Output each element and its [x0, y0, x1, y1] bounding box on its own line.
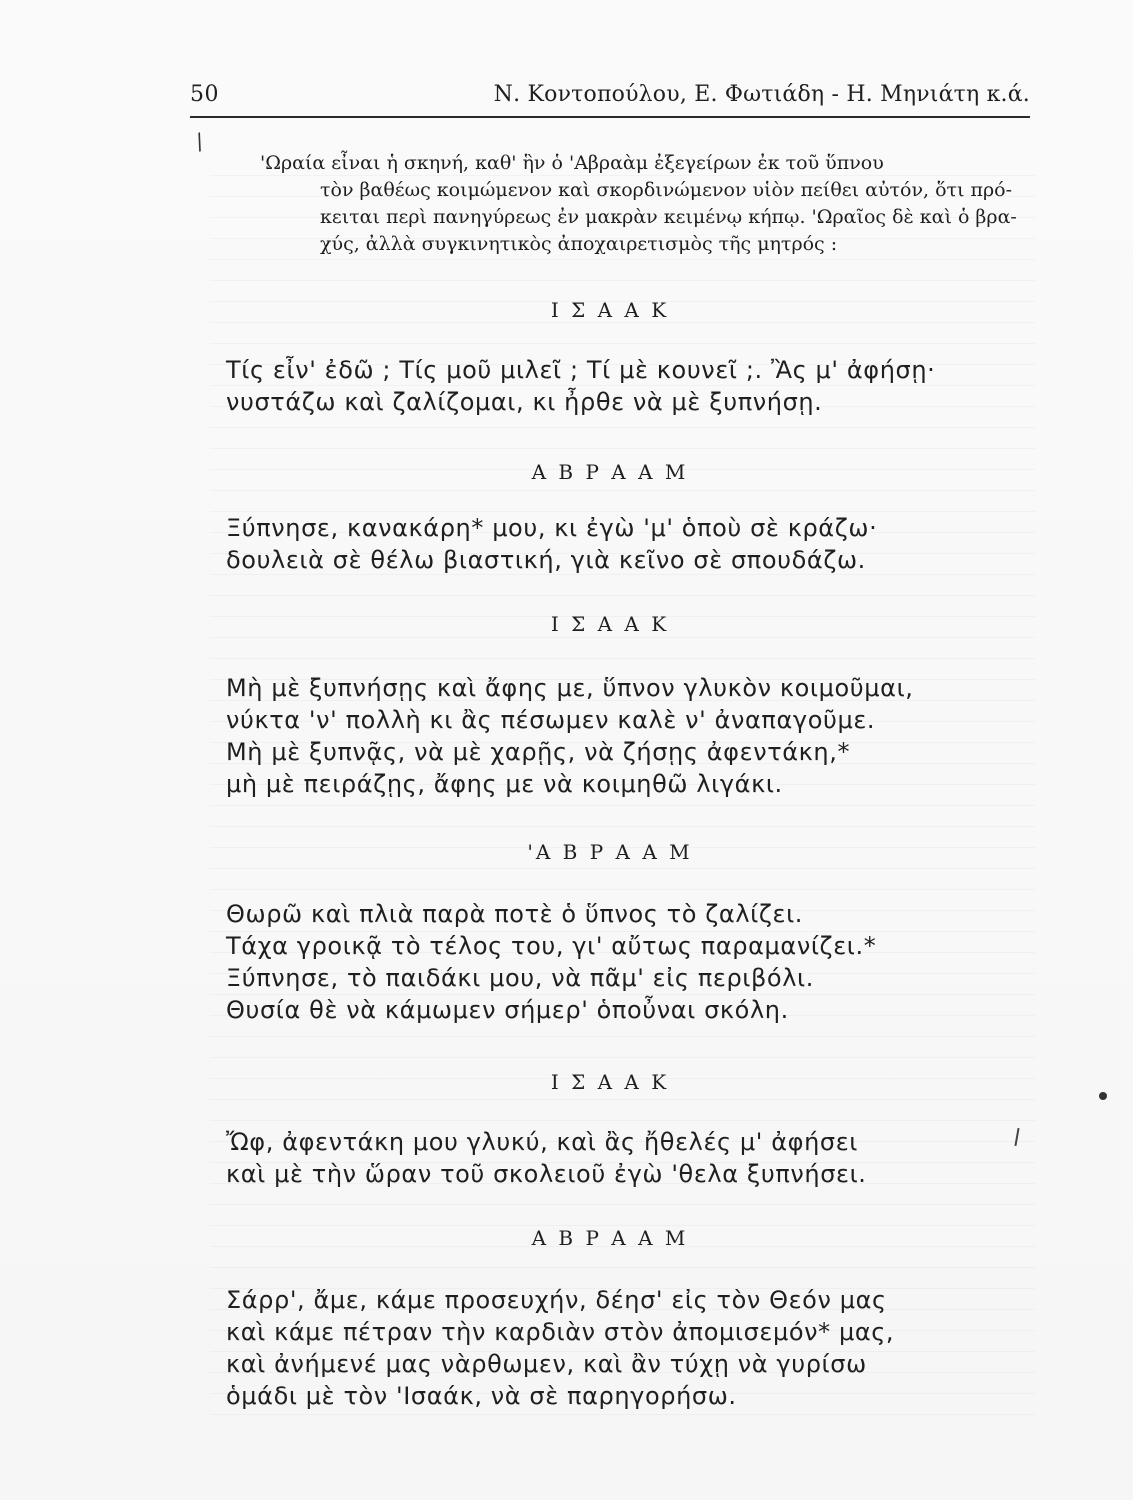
verse-line: Ὤφ, ἀφεντάκη μου γλυκύ, καὶ ἂς ἤθελές μ' ἀφήσει — [226, 1128, 858, 1156]
verse-line: Τάχα γροικᾷ τὸ τέλος του, γι' αὔτως παραμανίζει.* — [226, 932, 877, 960]
speaker-heading: Α Β Ρ Α Α Μ — [531, 1226, 689, 1250]
verse-line: ὁμάδι μὲ τὸν 'Ισαάκ, νὰ σὲ παρηγορήσω. — [226, 1382, 737, 1410]
verse-line: Ξύπνησε, κανακάρη* μου, κι ἐγὼ 'μ' ὁποὺ σὲ κράζω· — [226, 514, 878, 542]
verse-stanza — [226, 354, 1026, 418]
intro-line: χύς, ἀλλὰ συγκινητικὸς ἀποχαιρετισμὸς τῆς μητρός : — [320, 233, 838, 255]
verse-line: Μὴ μὲ ξυπνήσῃς καὶ ἄφης με, ὕπνον γλυκὸν κοιμοῦμαι, — [226, 674, 914, 702]
verse-line: Τίς εἶν' ἐδῶ ; Τίς μοῦ μιλεῖ ; Τί μὲ κουνεῖ ;. Ἂς μ' ἀφήσῃ· — [226, 356, 936, 384]
speaker-heading: Ι Σ Α Α Κ — [550, 612, 670, 636]
speaker-heading: Ι Σ Α Α Κ — [550, 1070, 670, 1094]
intro-line: κειται περὶ πανηγύρεως ἐν μακρὰν κειμένῳ κήπῳ. 'Ωραῖος δὲ καὶ ὁ βρα- — [320, 206, 1017, 228]
speaker-heading: Α Β Ρ Α Α Μ — [531, 460, 689, 484]
intro-paragraph — [260, 150, 1030, 258]
verse-stanza — [226, 672, 1026, 800]
speaker-heading: 'Α Β Ρ Α Α Μ — [527, 840, 693, 864]
running-head: Ν. Κοντοπούλου, Ε. Φωτιάδη - Η. Μηνιάτη κ.ά. — [493, 82, 1030, 107]
verse-line: Σάρρ', ἄμε, κάμε προσευχήν, δέησ' εἰς τὸν Θεόν μας — [226, 1286, 887, 1314]
page-header — [190, 82, 1030, 118]
verse-line: καὶ κάμε πέτραν τὴν καρδιὰν στὸν ἀπομισεμόν* μας, — [226, 1318, 895, 1346]
verse-line: καὶ μὲ τὴν ὥραν τοῦ σκολειοῦ ἐγὼ 'θελα ξυπνήσει. — [226, 1160, 867, 1188]
intro-line: τὸν βαθέως κοιμώμενον καὶ σκορδινώμενον υἱὸν πείθει αὐτόν, ὅτι πρό- — [320, 179, 1013, 201]
verse-line: Θυσία θὲ νὰ κάμωμεν σήμερ' ὁποὖναι σκόλη. — [226, 996, 789, 1024]
page-number: 50 — [190, 82, 219, 107]
speaker-heading: Ι Σ Α Α Κ — [550, 298, 670, 322]
verse-line: νυστάζω καὶ ζαλίζομαι, κι ἦρθε νὰ μὲ ξυπνήσῃ. — [226, 388, 823, 416]
intro-line: 'Ωραία εἶναι ἡ σκηνή, καθ' ἣν ὁ 'Αβραὰμ ἐξεγείρων ἐκ τοῦ ὕπνου — [260, 152, 884, 174]
verse-line: νύκτα 'ν' πολλὴ κι ἂς πέσωμεν καλὲ ν' ἀναπαγοῦμε. — [226, 706, 876, 734]
verse-stanza — [226, 898, 1026, 1026]
verse-stanza — [226, 1284, 1026, 1412]
verse-line: Μὴ μὲ ξυπνᾷς, νὰ μὲ χαρῇς, νὰ ζήσῃς ἀφεντάκη,* — [226, 738, 851, 766]
verse-line: Θωρῶ καὶ πλιὰ παρὰ ποτὲ ὁ ὕπνος τὸ ζαλίζει. — [226, 900, 804, 928]
verse-stanza — [226, 512, 1026, 576]
verse-line: καὶ ἀνήμενέ μας νὰρθωμεν, καὶ ἂν τύχῃ νὰ γυρίσω — [226, 1350, 867, 1378]
verse-line: μὴ μὲ πειράζῃς, ἄφης με νὰ κοιμηθῶ λιγάκι. — [226, 770, 783, 798]
margin-dot-mark — [1099, 1092, 1107, 1100]
verse-line: δουλειὰ σὲ θέλω βιαστική, γιὰ κεῖνο σὲ σπουδάζω. — [226, 546, 866, 574]
verse-line: Ξύπνησε, τὸ παιδάκι μου, νὰ πᾶμ' εἰς περιβόλι. — [226, 964, 814, 992]
margin-slash-mark: / — [191, 129, 208, 156]
verse-stanza — [226, 1126, 1026, 1190]
